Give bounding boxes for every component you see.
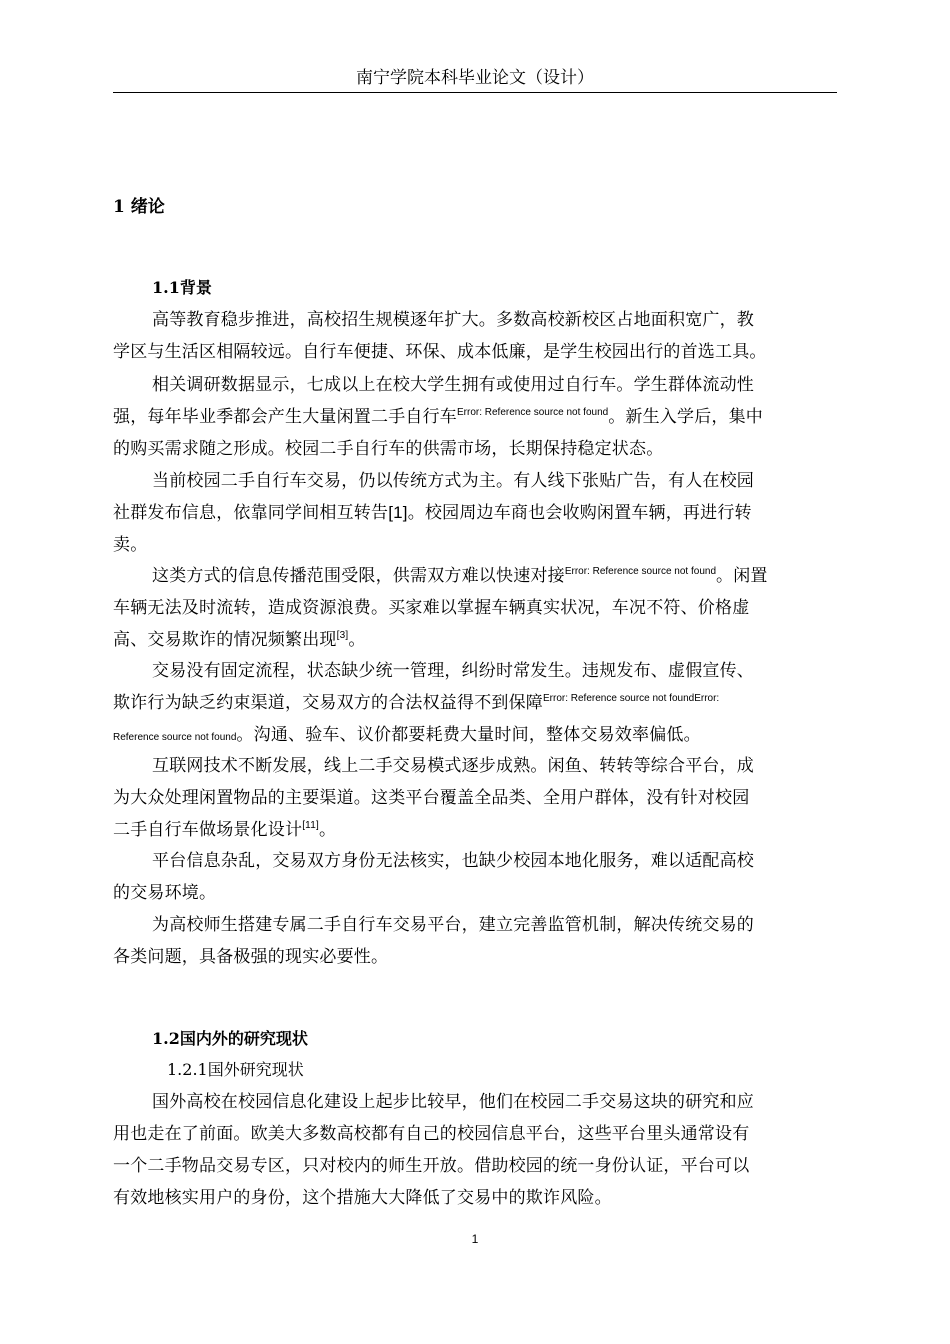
text-line: 平台信息杂乱，交易双方身份无法核实，也缺少校园本地化服务，难以适配高校 <box>152 851 754 871</box>
text-fragment: 这类方式的信息传播范围受限，供需双方难以快速对接 <box>152 566 565 586</box>
section-title-background: 1.1背景 <box>152 278 212 297</box>
paragraph <box>113 909 837 973</box>
header-rule <box>113 92 837 93</box>
reference-error: Error: Reference source not foundError: <box>543 693 720 704</box>
reference-error: Error: Reference source not found <box>457 407 609 418</box>
text-line: 卖。 <box>113 535 148 555</box>
text-fragment: 。闲置 <box>716 566 768 586</box>
text-line <box>113 560 837 592</box>
text-line: 当前校园二手自行车交易，仍以传统方式为主。有人线下张贴广告，有人在校园 <box>152 471 754 491</box>
text-line: 一个二手物品交易专区，只对校内的师生开放。借助校园的统一身份认证，平台可以 <box>113 1156 750 1176</box>
text-fragment: 二手自行车做场景化设计 <box>113 820 303 840</box>
text-fragment: 社群发布信息，依靠同学间相互转告 <box>113 503 389 523</box>
text-line: 各类问题，具备极强的现实必要性。 <box>113 947 389 967</box>
paragraph <box>113 465 837 561</box>
citation: [11] <box>302 820 319 831</box>
section-title-research-status: 1.2国内外的研究现状 <box>152 1029 308 1048</box>
citation: [1] <box>388 503 408 522</box>
text-line <box>113 401 837 433</box>
citation: [3] <box>336 630 349 641</box>
text-fragment: 。沟通、验车、议价都要耗费大量时间，整体交易效率偏低。 <box>236 725 701 745</box>
text-line: 学区与生活区相隔较远。自行车便捷、环保、成本低廉，是学生校园出行的首选工具。 <box>113 342 767 362</box>
text-line <box>113 687 837 719</box>
text-fragment: 。校园周边车商也会收购闲置车辆，再进行转 <box>407 503 752 523</box>
text-line: 为大众处理闲置物品的主要渠道。这类平台覆盖全品类、全用户群体，没有针对校园 <box>113 788 750 808</box>
text-line: 为高校师生搭建专属二手自行车交易平台，建立完善监管机制，解决传统交易的 <box>152 915 754 935</box>
text-line <box>113 719 837 754</box>
page-number: 1 <box>471 1232 479 1246</box>
reference-error: Error: Reference source not found <box>564 566 717 577</box>
chapter-title: 1 绪论 <box>113 197 165 217</box>
paragraph <box>113 750 837 846</box>
page-header: 南宁学院本科毕业论文（设计） <box>356 68 594 88</box>
text-line: 有效地核实用户的身份，这个措施大大降低了交易中的欺诈风险。 <box>113 1188 612 1208</box>
text-fragment: 欺诈行为缺乏约束渠道，交易双方的合法权益得不到保障 <box>113 693 543 713</box>
text-line: 相关调研数据显示，七成以上在校大学生拥有或使用过自行车。学生群体流动性 <box>152 375 754 395</box>
text-fragment: 强，每年毕业季都会产生大量闲置二手自行车 <box>113 407 457 427</box>
text-line <box>113 814 837 846</box>
text-fragment: 。新生入学后，集中 <box>608 407 764 427</box>
text-fragment: 。 <box>348 630 366 650</box>
paragraph <box>113 845 837 909</box>
text-line: 互联网技术不断发展，线上二手交易模式逐步成熟。闲鱼、转转等综合平台，成 <box>152 756 754 776</box>
text-line: 的交易环境。 <box>113 883 217 903</box>
text-fragment: 高、交易欺诈的情况频繁出现 <box>113 630 337 650</box>
paragraph <box>113 1086 837 1214</box>
text-line: 高等教育稳步推进，高校招生规模逐年扩大。多数高校新校区占地面积宽广，教 <box>152 310 754 330</box>
subsection-title-foreign: 1.2.1国外研究现状 <box>167 1060 304 1079</box>
text-line: 的购买需求随之形成。校园二手自行车的供需市场，长期保持稳定状态。 <box>113 439 664 459</box>
paragraph <box>113 655 837 754</box>
text-line: 车辆无法及时流转，造成资源浪费。买家难以掌握车辆真实状况，车况不符、价格虚 <box>113 598 750 618</box>
text-line <box>113 624 837 656</box>
paragraph <box>113 304 837 368</box>
text-line: 国外高校在校园信息化建设上起步比较早，他们在校园二手交易这块的研究和应 <box>152 1092 754 1112</box>
text-line: 交易没有固定流程，状态缺少统一管理，纠纷时常发生。违规发布、虚假宣传、 <box>152 661 754 681</box>
text-line <box>113 497 837 529</box>
paragraph <box>113 369 837 465</box>
text-fragment: 。 <box>318 820 337 840</box>
text-line: 用也走在了前面。欧美大多数高校都有自己的校园信息平台，这些平台里头通常设有 <box>113 1124 750 1144</box>
reference-error: Reference source not found <box>113 732 237 743</box>
paragraph <box>113 560 837 656</box>
